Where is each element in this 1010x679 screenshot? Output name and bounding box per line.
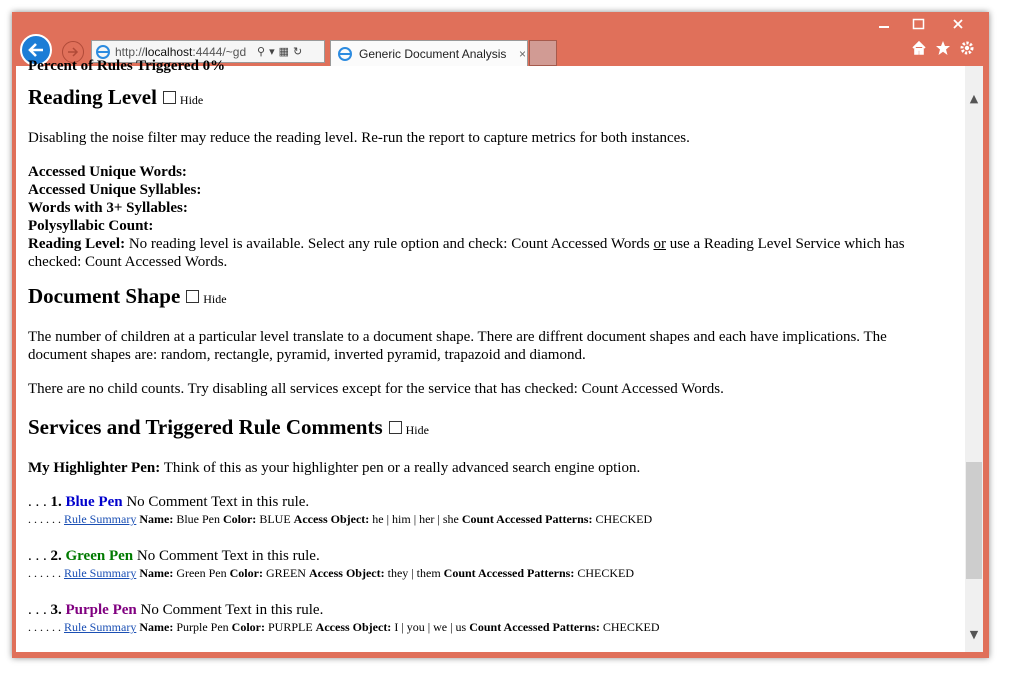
rule-cap-label: Count Accessed Patterns: [469, 620, 600, 634]
reading-level-hide-label: Hide [179, 93, 204, 107]
reading-level-title: Reading Level [28, 85, 157, 109]
maximize-icon [913, 19, 924, 29]
document-body [28, 60, 948, 655]
minimize-icon [879, 19, 889, 29]
rule-name-value: Green Pen [176, 566, 227, 580]
address-prefix: http:// [115, 44, 146, 59]
stat-unique-syllables: Accessed Unique Syllables: [28, 182, 202, 198]
settings-gear-icon[interactable] [959, 40, 975, 56]
forward-arrow-icon [67, 47, 79, 57]
document-shape-title: Document Shape [28, 284, 181, 308]
favorites-star-icon[interactable] [935, 40, 951, 56]
highlighter-pen-label: My Highlighter Pen: [28, 460, 161, 476]
rule-access-value: he | him | her | she [372, 512, 459, 526]
document-shape-hide-label: Hide [203, 292, 227, 306]
rule-access-value: they | them [387, 566, 441, 580]
tab-close-icon[interactable]: × [519, 46, 527, 61]
document-shape-heading [28, 283, 948, 312]
address-url[interactable] [115, 45, 253, 59]
address-host: localhost [145, 44, 193, 59]
rule-prefix: . . . [28, 602, 51, 618]
rule-color-label: Color: [229, 566, 263, 580]
rule-summary-link[interactable]: Rule Summary [64, 566, 137, 580]
reading-level-intro: Disabling the noise filter may reduce the reading level. Re-run the report to capture metrics for both instances. [28, 130, 690, 146]
rule-name-label: Name: [139, 566, 174, 580]
search-icon[interactable]: ⚲ [257, 46, 266, 58]
browser-window [12, 12, 989, 658]
rule-comment: No Comment Text in this rule. [140, 602, 324, 618]
rule-number: 3. [50, 602, 62, 618]
stat-three-syllables: Words with 3+ Syllables: [28, 200, 188, 216]
services-title: Services and Triggered Rule Comments [28, 415, 383, 439]
rule-color-value: BLUE [259, 512, 291, 526]
rule-access-label: Access Object: [293, 512, 370, 526]
highlighter-pen-paragraph [28, 459, 948, 477]
rule-number: 2. [50, 548, 62, 564]
rule-color-value: GREEN [265, 566, 306, 580]
rule-name-label: Name: [139, 620, 174, 634]
rule-color-label: Color: [222, 512, 257, 526]
services-hide-label: Hide [405, 423, 429, 437]
rule-access-label: Access Object: [315, 620, 392, 634]
rule-comment: No Comment Text in this rule. [136, 548, 320, 564]
tab-title: Generic Document Analysis [359, 46, 507, 61]
rule-indent: . . . . . . [28, 620, 61, 634]
rule-summary-link[interactable]: Rule Summary [64, 620, 137, 634]
rule-name-purple-pen: Purple Pen [65, 602, 137, 618]
rule-color-label: Color: [231, 620, 265, 634]
reading-level-stats [28, 163, 948, 271]
document-shape-para-1: The number of children at a particular level translate to a document shape. There are diffrent document shapes and each have implications. The document shapes are: random, rectangle, pyramid, inverted pyramid, trapazoid and diamond. [28, 329, 887, 363]
vertical-scrollbar[interactable] [965, 66, 983, 652]
rule-item [28, 547, 948, 581]
home-icon[interactable] [911, 40, 927, 56]
rule-cap-label: Count Accessed Patterns: [461, 512, 593, 526]
reading-level-or: or [653, 236, 666, 252]
reading-level-text-b: use a Reading Level Service which has checked: Count Accessed Words. [28, 236, 905, 270]
rule-item [28, 601, 948, 635]
page-content [16, 58, 965, 652]
close-window-button[interactable] [935, 14, 981, 34]
highlighter-pen-text: Think of this as your highlighter pen or a really advanced search engine option. [163, 460, 641, 476]
rule-cap-value: CHECKED [602, 620, 660, 634]
reading-level-text-a: No reading level is available. Select any rule option and check: Count Accessed Words [128, 236, 650, 252]
truncated-line: Percent of Rules Triggered 0% [28, 58, 226, 74]
compat-view-icon[interactable]: ▦ [278, 46, 289, 58]
rule-access-value: I | you | we | us [394, 620, 467, 634]
rule-indent: . . . . . . [28, 566, 61, 580]
scroll-up-icon[interactable]: ▲ [969, 92, 979, 105]
rule-cap-value: CHECKED [595, 512, 653, 526]
rule-cap-label: Count Accessed Patterns: [443, 566, 575, 580]
address-rest: :4444/~gd [192, 44, 247, 59]
reading-level-label: Reading Level: [28, 236, 126, 252]
reading-level-hide-checkbox[interactable] [163, 91, 176, 104]
services-heading [28, 414, 948, 443]
refresh-icon[interactable]: ↻ [293, 46, 303, 58]
rule-name-label: Name: [139, 512, 174, 526]
rule-name-value: Blue Pen [176, 512, 220, 526]
stat-unique-words: Accessed Unique Words: [28, 164, 187, 180]
rule-number: 1. [50, 494, 62, 510]
rule-access-label: Access Object: [308, 566, 385, 580]
reading-level-heading [28, 84, 948, 113]
rule-item [28, 493, 948, 527]
document-shape-para-2: There are no child counts. Try disabling all services except for the service that has checked: Count Accessed Words. [28, 381, 724, 397]
dropdown-icon[interactable]: ▾ [269, 46, 275, 58]
rule-prefix: . . . [28, 548, 51, 564]
minimize-button[interactable] [867, 14, 901, 34]
rule-summary-link[interactable]: Rule Summary [64, 512, 137, 526]
document-shape-hide-checkbox[interactable] [186, 290, 199, 303]
scroll-down-icon[interactable]: ▼ [969, 628, 979, 641]
close-icon [953, 19, 963, 29]
rule-cap-value: CHECKED [577, 566, 634, 580]
rule-comment: No Comment Text in this rule. [126, 494, 310, 510]
rule-name-value: Purple Pen [176, 620, 229, 634]
rule-name-green-pen: Green Pen [65, 548, 134, 564]
toolbar-icons [911, 40, 975, 56]
rule-name-blue-pen: Blue Pen [65, 494, 123, 510]
stat-polysyllabic: Polysyllabic Count: [28, 218, 154, 234]
window-controls [867, 14, 981, 34]
rule-prefix: . . . [28, 494, 51, 510]
back-arrow-icon [27, 42, 45, 58]
services-hide-checkbox[interactable] [389, 421, 402, 434]
rule-color-value: PURPLE [267, 620, 313, 634]
scrollbar-thumb[interactable] [966, 462, 982, 579]
maximize-button[interactable] [901, 14, 935, 34]
rule-indent: . . . . . . [28, 512, 61, 526]
